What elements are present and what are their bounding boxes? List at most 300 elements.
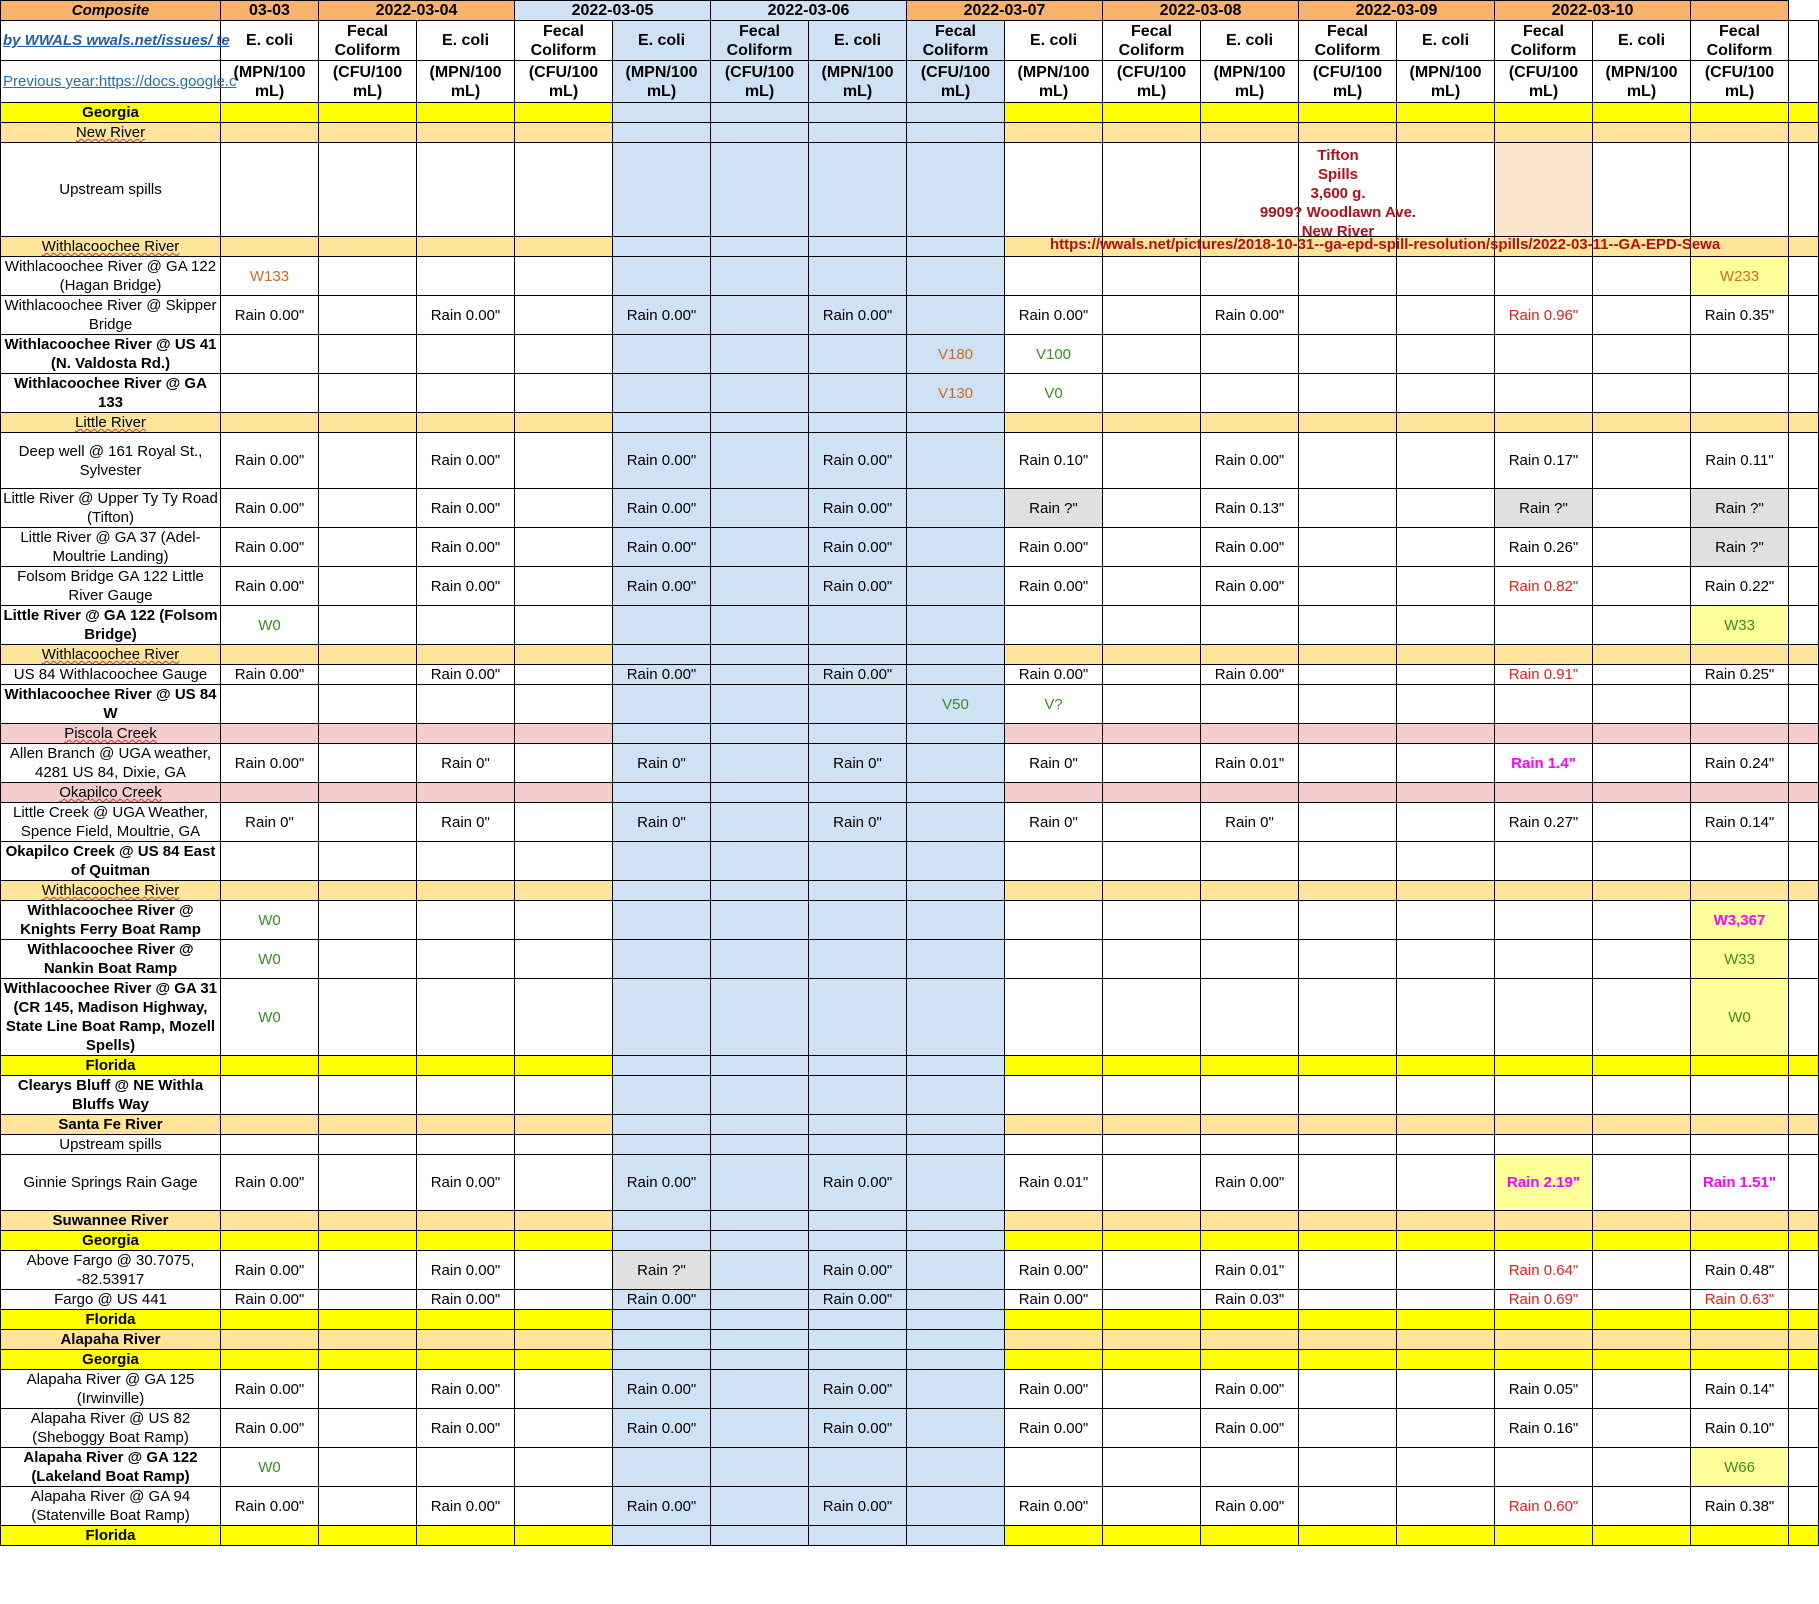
date-header[interactable]: 2022-03-10: [1495, 1, 1691, 21]
empty-cell[interactable]: [907, 1409, 1005, 1448]
empty-cell[interactable]: [1495, 413, 1593, 433]
empty-cell[interactable]: [1495, 940, 1593, 979]
empty-cell[interactable]: [1691, 724, 1789, 744]
empty-cell[interactable]: [711, 257, 809, 296]
empty-cell[interactable]: [319, 645, 417, 665]
empty-cell[interactable]: [711, 645, 809, 665]
empty-cell[interactable]: [319, 1076, 417, 1115]
empty-cell[interactable]: [1299, 1056, 1397, 1076]
empty-cell[interactable]: [907, 901, 1005, 940]
empty-cell[interactable]: [1495, 374, 1593, 413]
site-label[interactable]: Florida: [1, 1056, 221, 1076]
empty-cell[interactable]: [515, 940, 613, 979]
empty-cell[interactable]: [1005, 1211, 1103, 1231]
empty-cell[interactable]: [809, 940, 907, 979]
empty-cell[interactable]: [907, 433, 1005, 489]
empty-cell[interactable]: [711, 103, 809, 123]
reading-cell[interactable]: Rain 0.60": [1495, 1487, 1593, 1526]
reading-cell[interactable]: Rain 0.00": [809, 296, 907, 335]
site-label[interactable]: Okapilco Creek: [1, 783, 221, 803]
empty-cell[interactable]: [907, 842, 1005, 881]
overflow-cell[interactable]: [1789, 842, 1819, 881]
empty-cell[interactable]: [711, 1310, 809, 1330]
empty-cell[interactable]: [1103, 1251, 1201, 1290]
reading-cell[interactable]: Rain 0.00": [809, 1155, 907, 1211]
reading-cell[interactable]: W33: [1691, 940, 1789, 979]
empty-cell[interactable]: [1005, 881, 1103, 901]
empty-cell[interactable]: [1103, 1231, 1201, 1251]
reading-cell[interactable]: Rain 0.00": [1005, 1290, 1103, 1310]
reading-cell[interactable]: Rain 0.00": [1201, 528, 1299, 567]
reading-cell[interactable]: Rain 0.13": [1201, 489, 1299, 528]
empty-cell[interactable]: [1299, 606, 1397, 645]
empty-cell[interactable]: [1593, 1251, 1691, 1290]
empty-cell[interactable]: [1103, 374, 1201, 413]
empty-cell[interactable]: [221, 374, 319, 413]
empty-cell[interactable]: [809, 1310, 907, 1330]
overflow-cell[interactable]: [1789, 528, 1819, 567]
reading-cell[interactable]: Rain 0.00": [417, 1155, 515, 1211]
empty-cell[interactable]: [1103, 433, 1201, 489]
site-label[interactable]: Okapilco Creek @ US 84 East of Quitman: [1, 842, 221, 881]
empty-cell[interactable]: [515, 1211, 613, 1231]
empty-cell[interactable]: [417, 783, 515, 803]
empty-cell[interactable]: [1397, 296, 1495, 335]
empty-cell[interactable]: [1397, 1330, 1495, 1350]
empty-cell[interactable]: [1397, 103, 1495, 123]
empty-cell[interactable]: [711, 606, 809, 645]
empty-cell[interactable]: [1397, 881, 1495, 901]
empty-cell[interactable]: [1593, 665, 1691, 685]
reading-cell[interactable]: Rain 0.00": [417, 528, 515, 567]
overflow-cell[interactable]: [1789, 724, 1819, 744]
empty-cell[interactable]: [1593, 685, 1691, 724]
empty-cell[interactable]: [1397, 979, 1495, 1056]
empty-cell[interactable]: [1691, 1231, 1789, 1251]
reading-cell[interactable]: Rain 0.00": [613, 1370, 711, 1409]
empty-cell[interactable]: [319, 1231, 417, 1251]
empty-cell[interactable]: [1495, 143, 1593, 237]
empty-cell[interactable]: [613, 374, 711, 413]
empty-cell[interactable]: [515, 1290, 613, 1310]
reading-cell[interactable]: W0: [221, 940, 319, 979]
empty-cell[interactable]: [319, 1370, 417, 1409]
empty-cell[interactable]: [515, 1155, 613, 1211]
mpn-unit-header[interactable]: (MPN/100 mL): [613, 61, 711, 103]
empty-cell[interactable]: [1103, 1076, 1201, 1115]
empty-cell[interactable]: [1397, 606, 1495, 645]
empty-cell[interactable]: [1593, 528, 1691, 567]
reading-cell[interactable]: Rain 0.00": [809, 528, 907, 567]
empty-cell[interactable]: [1691, 413, 1789, 433]
empty-cell[interactable]: [1397, 803, 1495, 842]
empty-cell[interactable]: [221, 413, 319, 433]
empty-cell[interactable]: [1299, 413, 1397, 433]
empty-cell[interactable]: [711, 1526, 809, 1546]
empty-cell[interactable]: [1397, 335, 1495, 374]
empty-cell[interactable]: [907, 1251, 1005, 1290]
reading-cell[interactable]: V130: [907, 374, 1005, 413]
reading-cell[interactable]: W133: [221, 257, 319, 296]
empty-cell[interactable]: [319, 685, 417, 724]
empty-cell[interactable]: [221, 685, 319, 724]
empty-cell[interactable]: [907, 528, 1005, 567]
empty-cell[interactable]: [711, 1076, 809, 1115]
empty-cell[interactable]: [809, 881, 907, 901]
reading-cell[interactable]: Rain ?": [1495, 489, 1593, 528]
empty-cell[interactable]: [319, 143, 417, 237]
empty-cell[interactable]: [613, 1350, 711, 1370]
overflow-cell[interactable]: [1789, 237, 1819, 257]
site-label[interactable]: Withlacoochee River @ GA 31 (CR 145, Madison Highway, State Line Boat Ramp, Mozell Spells): [1, 979, 221, 1056]
empty-cell[interactable]: [809, 1350, 907, 1370]
empty-cell[interactable]: [1299, 489, 1397, 528]
empty-cell[interactable]: [1593, 881, 1691, 901]
empty-cell[interactable]: [515, 103, 613, 123]
empty-cell[interactable]: [1201, 901, 1299, 940]
empty-cell[interactable]: [907, 881, 1005, 901]
site-label[interactable]: Fargo @ US 441: [1, 1290, 221, 1310]
empty-cell[interactable]: [1397, 645, 1495, 665]
empty-cell[interactable]: [1201, 257, 1299, 296]
mpn-unit-header[interactable]: (MPN/100 mL): [1593, 61, 1691, 103]
empty-cell[interactable]: [319, 724, 417, 744]
empty-cell[interactable]: [907, 237, 1005, 257]
reading-cell[interactable]: Rain 0.00": [809, 1251, 907, 1290]
empty-cell[interactable]: [1397, 1526, 1495, 1546]
empty-cell[interactable]: [1495, 257, 1593, 296]
site-label[interactable]: Alapaha River: [1, 1330, 221, 1350]
empty-cell[interactable]: [417, 374, 515, 413]
empty-cell[interactable]: [1691, 881, 1789, 901]
reading-cell[interactable]: Rain 0.00": [809, 1370, 907, 1409]
empty-cell[interactable]: [711, 724, 809, 744]
empty-cell[interactable]: [711, 783, 809, 803]
empty-cell[interactable]: [221, 842, 319, 881]
empty-cell[interactable]: [1201, 103, 1299, 123]
empty-cell[interactable]: [1495, 1135, 1593, 1155]
empty-cell[interactable]: [1201, 413, 1299, 433]
empty-cell[interactable]: [613, 1231, 711, 1251]
empty-cell[interactable]: [1593, 335, 1691, 374]
empty-cell[interactable]: [319, 1115, 417, 1135]
empty-cell[interactable]: [613, 1310, 711, 1330]
empty-cell[interactable]: [1103, 123, 1201, 143]
empty-cell[interactable]: [1397, 1290, 1495, 1310]
empty-cell[interactable]: [1103, 881, 1201, 901]
empty-cell[interactable]: [1593, 1526, 1691, 1546]
empty-cell[interactable]: [613, 1115, 711, 1135]
empty-cell[interactable]: [1495, 783, 1593, 803]
empty-cell[interactable]: [1299, 567, 1397, 606]
date-header-overflow[interactable]: [1691, 1, 1789, 21]
empty-cell[interactable]: [1201, 1310, 1299, 1330]
ecoli-header[interactable]: E. coli: [1397, 21, 1495, 61]
empty-cell[interactable]: [809, 685, 907, 724]
empty-cell[interactable]: [1201, 1211, 1299, 1231]
empty-cell[interactable]: [1397, 1135, 1495, 1155]
empty-cell[interactable]: [1103, 296, 1201, 335]
empty-cell[interactable]: [1299, 842, 1397, 881]
reading-cell[interactable]: Rain 0": [417, 744, 515, 783]
empty-cell[interactable]: [613, 1526, 711, 1546]
empty-cell[interactable]: [1299, 1487, 1397, 1526]
overflow-cell[interactable]: [1789, 1448, 1819, 1487]
reading-cell[interactable]: Rain 0": [1005, 803, 1103, 842]
empty-cell[interactable]: [613, 783, 711, 803]
empty-cell[interactable]: [1593, 413, 1691, 433]
empty-cell[interactable]: [907, 940, 1005, 979]
empty-cell[interactable]: [1299, 645, 1397, 665]
empty-cell[interactable]: [1397, 528, 1495, 567]
empty-cell[interactable]: [515, 1115, 613, 1135]
overflow-cell[interactable]: [1789, 567, 1819, 606]
empty-cell[interactable]: [319, 881, 417, 901]
site-label[interactable]: Withlacoochee River @ GA 122 (Hagan Bridge): [1, 257, 221, 296]
reading-cell[interactable]: Rain 0": [221, 803, 319, 842]
empty-cell[interactable]: [515, 567, 613, 606]
empty-cell[interactable]: [1593, 724, 1691, 744]
empty-cell[interactable]: [1397, 1448, 1495, 1487]
empty-cell[interactable]: [809, 123, 907, 143]
empty-cell[interactable]: [221, 1350, 319, 1370]
empty-cell[interactable]: [1397, 1370, 1495, 1409]
empty-cell[interactable]: [1691, 1350, 1789, 1370]
empty-cell[interactable]: [515, 1251, 613, 1290]
empty-cell[interactable]: [1201, 1526, 1299, 1546]
empty-cell[interactable]: [1397, 744, 1495, 783]
empty-cell[interactable]: [221, 1310, 319, 1330]
reading-cell[interactable]: Rain 0.00": [221, 1487, 319, 1526]
empty-cell[interactable]: [1593, 744, 1691, 783]
overflow-cell[interactable]: [1789, 1211, 1819, 1231]
empty-cell[interactable]: [1397, 1155, 1495, 1211]
empty-cell[interactable]: [1397, 901, 1495, 940]
empty-cell[interactable]: [1201, 335, 1299, 374]
site-label[interactable]: Little River @ Upper Ty Ty Road (Tifton): [1, 489, 221, 528]
empty-cell[interactable]: [1593, 1350, 1691, 1370]
reading-cell[interactable]: Rain 0.00": [417, 296, 515, 335]
empty-cell[interactable]: [417, 606, 515, 645]
reading-cell[interactable]: Rain 0.25": [1691, 665, 1789, 685]
empty-cell[interactable]: [1593, 940, 1691, 979]
empty-cell[interactable]: [417, 103, 515, 123]
empty-cell[interactable]: [515, 1409, 613, 1448]
site-label[interactable]: Georgia: [1, 103, 221, 123]
empty-cell[interactable]: [417, 979, 515, 1056]
overflow-cell[interactable]: [1789, 881, 1819, 901]
empty-cell[interactable]: [907, 1526, 1005, 1546]
reading-cell[interactable]: Rain 0.01": [1201, 1251, 1299, 1290]
empty-cell[interactable]: [1299, 1135, 1397, 1155]
reading-cell[interactable]: Rain 0.10": [1005, 433, 1103, 489]
empty-cell[interactable]: [319, 901, 417, 940]
site-label[interactable]: Little River @ GA 122 (Folsom Bridge): [1, 606, 221, 645]
empty-cell[interactable]: [907, 783, 1005, 803]
site-label[interactable]: Little Creek @ UGA Weather, Spence Field, Moultrie, GA: [1, 803, 221, 842]
empty-cell[interactable]: [1691, 842, 1789, 881]
empty-cell[interactable]: [711, 335, 809, 374]
empty-cell[interactable]: [907, 1448, 1005, 1487]
reading-cell[interactable]: Rain 0.00": [613, 528, 711, 567]
empty-cell[interactable]: [711, 1155, 809, 1211]
empty-cell[interactable]: [319, 1056, 417, 1076]
empty-cell[interactable]: [319, 803, 417, 842]
empty-cell[interactable]: [515, 1330, 613, 1350]
cfu-unit-header[interactable]: (CFU/100 mL): [907, 61, 1005, 103]
empty-cell[interactable]: [711, 237, 809, 257]
reading-cell[interactable]: Rain 0.35": [1691, 296, 1789, 335]
empty-cell[interactable]: [1005, 783, 1103, 803]
empty-cell[interactable]: [1005, 1350, 1103, 1370]
reading-cell[interactable]: Rain 0.00": [1201, 1409, 1299, 1448]
empty-cell[interactable]: [417, 1526, 515, 1546]
reading-cell[interactable]: Rain 0.00": [221, 665, 319, 685]
empty-cell[interactable]: [809, 645, 907, 665]
reading-cell[interactable]: V50: [907, 685, 1005, 724]
reading-cell[interactable]: Rain 0.38": [1691, 1487, 1789, 1526]
empty-cell[interactable]: [907, 606, 1005, 645]
reading-cell[interactable]: Rain 0.00": [1201, 1487, 1299, 1526]
site-label[interactable]: Piscola Creek: [1, 724, 221, 744]
empty-cell[interactable]: [1201, 1115, 1299, 1135]
empty-cell[interactable]: [1005, 1231, 1103, 1251]
empty-cell[interactable]: [1593, 257, 1691, 296]
reading-cell[interactable]: Rain 0.01": [1201, 744, 1299, 783]
empty-cell[interactable]: [711, 1350, 809, 1370]
ecoli-header[interactable]: E. coli: [1201, 21, 1299, 61]
overflow-cell[interactable]: [1789, 685, 1819, 724]
overflow-cell[interactable]: [1789, 1487, 1819, 1526]
empty-cell[interactable]: [319, 257, 417, 296]
site-label[interactable]: Allen Branch @ UGA weather, 4281 US 84, Dixie, GA: [1, 744, 221, 783]
empty-cell[interactable]: [1593, 1076, 1691, 1115]
empty-cell[interactable]: [1593, 103, 1691, 123]
empty-cell[interactable]: [515, 374, 613, 413]
empty-cell[interactable]: [1397, 1115, 1495, 1135]
empty-cell[interactable]: [515, 257, 613, 296]
mpn-unit-header[interactable]: (MPN/100 mL): [1397, 61, 1495, 103]
reading-cell[interactable]: Rain 0.00": [1005, 528, 1103, 567]
empty-cell[interactable]: [613, 1056, 711, 1076]
reading-cell[interactable]: Rain 0.00": [1005, 1370, 1103, 1409]
date-header[interactable]: 2022-03-08: [1103, 1, 1299, 21]
empty-cell[interactable]: [1299, 335, 1397, 374]
empty-cell[interactable]: [1103, 1448, 1201, 1487]
empty-cell[interactable]: [613, 842, 711, 881]
empty-cell[interactable]: [1299, 979, 1397, 1056]
fecal-coliform-header[interactable]: Fecal Coliform: [1103, 21, 1201, 61]
empty-cell[interactable]: [1691, 123, 1789, 143]
empty-cell[interactable]: [1397, 665, 1495, 685]
empty-cell[interactable]: [1201, 1135, 1299, 1155]
empty-cell[interactable]: [1103, 645, 1201, 665]
empty-cell[interactable]: [711, 1211, 809, 1231]
empty-cell[interactable]: [1593, 1370, 1691, 1409]
empty-cell[interactable]: [613, 940, 711, 979]
empty-cell[interactable]: [907, 1211, 1005, 1231]
reading-cell[interactable]: Rain 0.00": [1201, 433, 1299, 489]
overflow-cell[interactable]: [1789, 783, 1819, 803]
overflow-cell[interactable]: [1789, 143, 1819, 237]
empty-cell[interactable]: [1397, 1350, 1495, 1370]
empty-cell[interactable]: [711, 901, 809, 940]
empty-cell[interactable]: [613, 123, 711, 143]
empty-cell[interactable]: [809, 1135, 907, 1155]
empty-cell[interactable]: [221, 1526, 319, 1546]
empty-cell[interactable]: [711, 842, 809, 881]
empty-cell[interactable]: [613, 335, 711, 374]
reading-cell[interactable]: Rain 0.00": [1201, 1155, 1299, 1211]
empty-cell[interactable]: [417, 685, 515, 724]
empty-cell[interactable]: [515, 803, 613, 842]
spill-url-link[interactable]: https://wwals.net/pictures/2018-10-31--ga-epd-spill-resolution/spills/2022-03-11--GA-EPD-Sewa: [1050, 236, 1721, 253]
reading-cell[interactable]: Rain 0.14": [1691, 803, 1789, 842]
empty-cell[interactable]: [417, 1056, 515, 1076]
empty-cell[interactable]: [711, 881, 809, 901]
reading-cell[interactable]: Rain 0.00": [809, 1487, 907, 1526]
empty-cell[interactable]: [711, 1056, 809, 1076]
empty-cell[interactable]: [221, 1330, 319, 1350]
reading-cell[interactable]: Rain 0": [417, 803, 515, 842]
date-header[interactable]: 2022-03-04: [319, 1, 515, 21]
empty-cell[interactable]: [1691, 1115, 1789, 1135]
empty-cell[interactable]: [907, 1290, 1005, 1310]
cfu-unit-header[interactable]: (CFU/100 mL): [319, 61, 417, 103]
empty-cell[interactable]: [1495, 103, 1593, 123]
empty-cell[interactable]: [1495, 1076, 1593, 1115]
empty-cell[interactable]: [1691, 1526, 1789, 1546]
empty-cell[interactable]: [515, 1135, 613, 1155]
empty-cell[interactable]: [1103, 1330, 1201, 1350]
empty-cell[interactable]: [711, 1115, 809, 1135]
empty-cell[interactable]: [319, 528, 417, 567]
overflow-header[interactable]: [1789, 21, 1819, 61]
reading-cell[interactable]: Rain 0.01": [1005, 1155, 1103, 1211]
overflow-cell[interactable]: [1789, 1409, 1819, 1448]
empty-cell[interactable]: [1495, 1330, 1593, 1350]
empty-cell[interactable]: [515, 123, 613, 143]
empty-cell[interactable]: [1495, 901, 1593, 940]
empty-cell[interactable]: [515, 783, 613, 803]
empty-cell[interactable]: [907, 979, 1005, 1056]
empty-cell[interactable]: [319, 1251, 417, 1290]
empty-cell[interactable]: [1495, 1211, 1593, 1231]
empty-cell[interactable]: [907, 1115, 1005, 1135]
empty-cell[interactable]: [319, 567, 417, 606]
empty-cell[interactable]: [221, 335, 319, 374]
overflow-cell[interactable]: [1789, 433, 1819, 489]
reading-cell[interactable]: Rain 0.17": [1495, 433, 1593, 489]
empty-cell[interactable]: [1495, 1526, 1593, 1546]
reading-cell[interactable]: V100: [1005, 335, 1103, 374]
site-label[interactable]: New River: [1, 123, 221, 143]
overflow-cell[interactable]: [1789, 1231, 1819, 1251]
empty-cell[interactable]: [711, 665, 809, 685]
empty-cell[interactable]: [1299, 1231, 1397, 1251]
empty-cell[interactable]: [1103, 665, 1201, 685]
empty-cell[interactable]: [1201, 1056, 1299, 1076]
empty-cell[interactable]: [1397, 724, 1495, 744]
empty-cell[interactable]: [1299, 685, 1397, 724]
empty-cell[interactable]: [319, 335, 417, 374]
empty-cell[interactable]: [1103, 979, 1201, 1056]
empty-cell[interactable]: [1397, 940, 1495, 979]
empty-cell[interactable]: [221, 645, 319, 665]
empty-cell[interactable]: [1397, 374, 1495, 413]
empty-cell[interactable]: [1201, 1350, 1299, 1370]
empty-cell[interactable]: [809, 335, 907, 374]
